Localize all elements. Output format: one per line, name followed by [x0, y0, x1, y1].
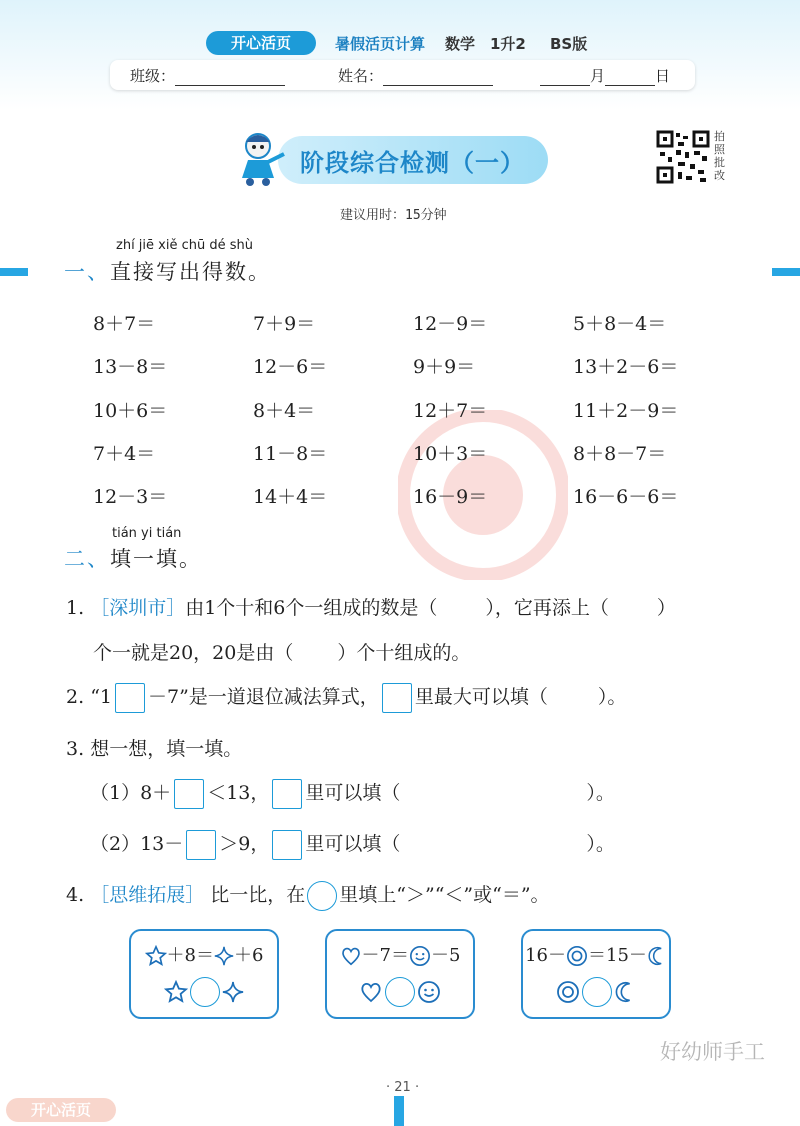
answer-circle[interactable] — [190, 977, 220, 1007]
q3p2-d: ）。 — [586, 833, 615, 855]
equation: 13－8＝ — [93, 356, 168, 378]
equation: 12＋7＝ — [413, 400, 488, 422]
card-3-compare — [523, 977, 669, 1007]
answer-box[interactable] — [174, 779, 204, 809]
smiley-icon — [409, 945, 431, 967]
day-line[interactable] — [605, 69, 655, 86]
section1-pinyin: zhí jiē xiě chū dé shù — [116, 238, 253, 253]
equation: 10＋6＝ — [93, 400, 168, 422]
answer-box[interactable] — [115, 683, 145, 713]
page-title: 阶段综合检测（一） — [300, 149, 525, 177]
watermark-text: 好幼师手工 — [660, 1040, 765, 1064]
card-3-top-a: 16－ — [525, 945, 566, 966]
page-number: · 21 · — [386, 1080, 420, 1095]
section2-pinyin: tián yi tián — [112, 526, 182, 541]
equation: 12－3＝ — [93, 486, 168, 508]
equation: 8＋7＝ — [93, 313, 156, 335]
equation: 14＋4＝ — [253, 486, 328, 508]
brand-logo: 开心活页 — [206, 31, 316, 55]
q3p2-a: （2）13－ — [90, 833, 184, 855]
day-label: 日 — [655, 67, 671, 85]
compare-card-2 — [325, 929, 475, 1019]
card-2-equation — [327, 941, 473, 967]
subject: 数学 — [445, 35, 476, 53]
name-line[interactable] — [383, 69, 493, 86]
series-title: 暑假活页计算 — [335, 35, 426, 53]
qr-code-icon[interactable] — [656, 130, 710, 184]
q3p1-a: （1）8＋ — [90, 782, 172, 804]
mascot-icon — [228, 128, 288, 188]
equation: 7＋4＝ — [93, 443, 156, 465]
page-bar — [394, 1096, 404, 1126]
q4-number: 4. — [66, 884, 85, 906]
question-3 — [66, 734, 242, 761]
q3p1-c: 里可以填（ — [305, 782, 401, 804]
left-edge-bar — [0, 268, 28, 276]
right-edge-bar — [772, 268, 800, 276]
equation: 10＋3＝ — [413, 443, 488, 465]
answer-box[interactable] — [272, 779, 302, 809]
question-3-part-2 — [90, 829, 615, 860]
q1-line2-a: 个一就是20，20是由（ — [93, 642, 294, 664]
equation: 12－6＝ — [253, 356, 328, 378]
q1-text-a: 由1个十和6个一组成的数是（ — [185, 597, 438, 619]
section1-title — [64, 256, 271, 286]
q2-d: ）。 — [597, 686, 627, 708]
question-2 — [66, 682, 626, 713]
section2-title — [64, 543, 202, 573]
moon-icon — [647, 945, 667, 967]
compare-card-3 — [521, 929, 671, 1019]
q2-number: 2. — [66, 686, 85, 708]
answer-circle[interactable] — [385, 977, 415, 1007]
answer-box[interactable] — [272, 830, 302, 860]
class-field[interactable] — [130, 65, 285, 86]
q4-tag: ［思维拓展］ — [90, 884, 205, 906]
q3p2-b: ＞9， — [219, 833, 270, 855]
q4-b: 里填上“＞”“＜”或“＝”。 — [339, 884, 550, 906]
target-circle-icon — [566, 945, 588, 967]
section2-number: 二、 — [64, 547, 110, 571]
four-point-star-icon — [214, 946, 234, 966]
month-label: 月 — [590, 67, 606, 85]
card-1-equation — [131, 941, 277, 967]
equation: 16－6－6＝ — [573, 486, 679, 508]
qr-label: 拍照批改 — [714, 130, 725, 182]
footer-brand-logo: 开心活页 — [6, 1098, 116, 1122]
q1-number: 1. — [66, 597, 85, 619]
q1-text-b: ），它再添上（ — [485, 597, 609, 619]
answer-circle[interactable] — [582, 977, 612, 1007]
equation: 12－9＝ — [413, 313, 488, 335]
compare-card-1 — [129, 929, 279, 1019]
q2-c: 里最大可以填（ — [414, 686, 548, 708]
card-1-top-a: ＋8＝ — [166, 945, 214, 966]
q1-tag: ［深圳市］ — [90, 597, 186, 619]
equation: 8＋4＝ — [253, 400, 316, 422]
question-3-part-1 — [90, 778, 615, 809]
q2-b: －7”是一道退位减法算式， — [148, 686, 379, 708]
card-1-compare — [131, 977, 277, 1007]
question-1-line-1 — [66, 593, 676, 620]
heart-icon — [340, 945, 362, 967]
card-3-top-b: ＝15－ — [588, 945, 647, 966]
target-circle-icon — [556, 980, 580, 1004]
equation: 9＋9＝ — [413, 356, 476, 378]
q1-line2-b: ）个十组成的。 — [337, 642, 471, 664]
answer-circle[interactable] — [307, 881, 337, 911]
grade: 1升2 — [490, 35, 526, 53]
question-4 — [66, 880, 550, 911]
equation: 11＋2－9＝ — [573, 400, 679, 422]
smiley-icon — [417, 980, 441, 1004]
q3p2-c: 里可以填（ — [305, 833, 401, 855]
q4-a: 比一比，在 — [210, 884, 306, 906]
equation: 13＋2－6＝ — [573, 356, 679, 378]
section1-number: 一、 — [64, 260, 110, 284]
card-2-top-a: －7＝ — [361, 945, 409, 966]
name-field[interactable] — [338, 65, 493, 86]
class-label: 班级： — [130, 67, 176, 85]
edition: BS版 — [550, 35, 588, 53]
q2-a: “1 — [90, 686, 112, 708]
name-label: 姓名： — [338, 67, 384, 85]
q3p1-d: ）。 — [586, 782, 615, 804]
card-2-top-b: －5 — [431, 945, 461, 966]
date-field[interactable] — [540, 65, 670, 86]
answer-box[interactable] — [186, 830, 216, 860]
question-1-line-2 — [93, 638, 470, 665]
header-band — [0, 0, 800, 110]
equation: 8＋8－7＝ — [573, 443, 667, 465]
moon-icon — [614, 980, 636, 1004]
q3-text: 想一想，填一填。 — [90, 738, 243, 760]
equation: 5＋8－4＝ — [573, 313, 667, 335]
q3p1-b: ＜13， — [207, 782, 270, 804]
time-hint: 建议用时：15分钟 — [340, 208, 447, 223]
equation: 11－8＝ — [253, 443, 328, 465]
heart-icon — [359, 980, 383, 1004]
q1-text-c: ） — [656, 597, 676, 619]
card-3-equation — [523, 941, 669, 967]
section1-title-text: 直接写出得数。 — [110, 260, 271, 284]
equation: 16－9＝ — [413, 486, 488, 508]
card-1-top-b: ＋6 — [234, 945, 264, 966]
star-icon — [145, 945, 167, 967]
card-2-compare — [327, 977, 473, 1007]
q3-number: 3. — [66, 738, 85, 760]
section2-title-text: 填一填。 — [110, 547, 202, 571]
answer-box[interactable] — [382, 683, 412, 713]
equation: 7＋9＝ — [253, 313, 316, 335]
star-icon — [164, 980, 188, 1004]
month-line[interactable] — [540, 69, 590, 86]
class-line[interactable] — [175, 69, 285, 86]
four-point-star-icon — [222, 981, 244, 1003]
